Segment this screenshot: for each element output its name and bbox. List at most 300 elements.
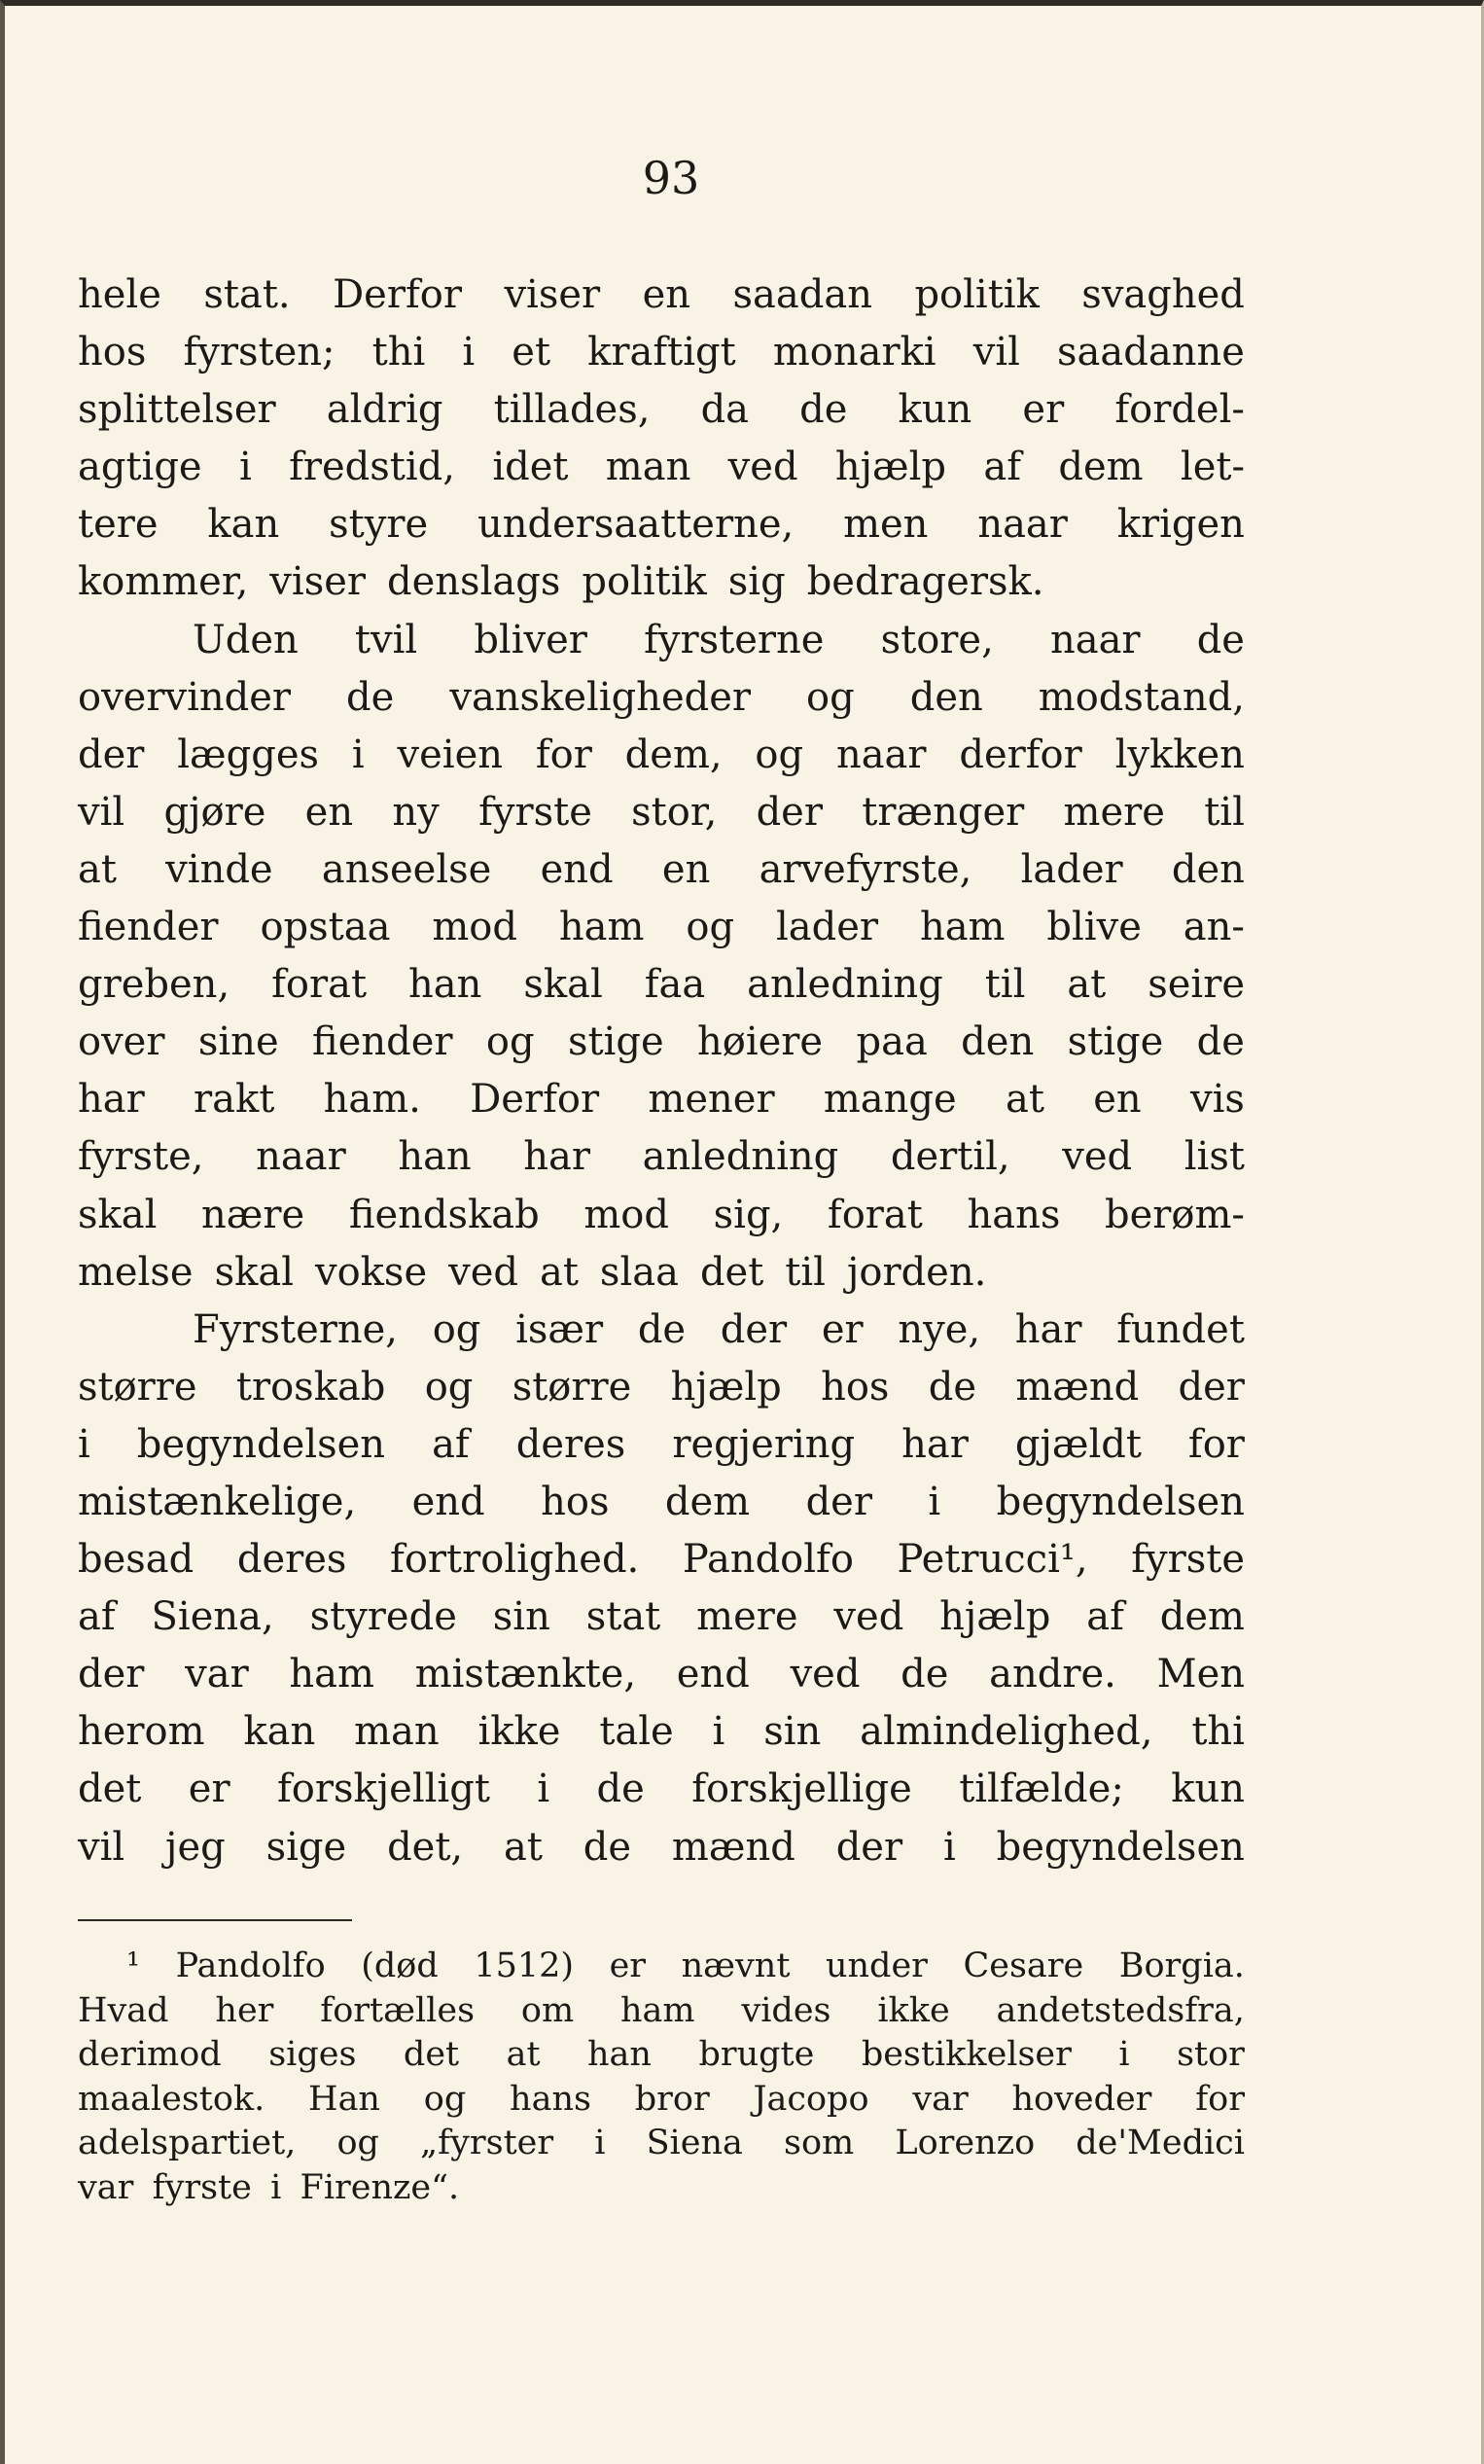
word: tale	[599, 1709, 674, 1755]
word: lader	[775, 905, 879, 950]
word: dem	[1058, 445, 1144, 490]
word: ham	[620, 1990, 695, 2030]
word: i	[928, 1479, 941, 1524]
word: hele	[78, 272, 161, 317]
footnote-line	[78, 2078, 1245, 2123]
word: agtige	[78, 445, 202, 490]
word: anledning	[747, 962, 943, 1008]
footnote-line	[78, 2166, 1245, 2211]
text-line	[78, 1416, 1245, 1474]
word: forat	[827, 1192, 923, 1237]
word: tere	[78, 502, 159, 548]
word: vides	[741, 1990, 831, 2030]
word: slaa	[599, 1249, 679, 1295]
word: vinde	[165, 846, 273, 892]
word: mænd	[1015, 1364, 1140, 1410]
word: sine	[197, 1019, 279, 1065]
body-text	[78, 267, 1245, 1876]
word: derimod	[78, 2035, 222, 2074]
word: monarki	[772, 330, 936, 375]
word: han	[398, 1134, 472, 1180]
word: der	[1178, 1364, 1245, 1410]
word: Firenze“.	[300, 2167, 460, 2207]
word: fordel-	[1114, 387, 1245, 433]
word: politik	[914, 272, 1040, 317]
word: er	[821, 1306, 864, 1352]
text-line	[78, 727, 1245, 784]
word: mod	[583, 1192, 669, 1237]
word: undersaatterne,	[477, 502, 795, 548]
word: stige	[1067, 1019, 1164, 1065]
word: er	[1022, 387, 1065, 433]
word: derfor	[959, 732, 1082, 777]
word: regjering	[672, 1421, 856, 1467]
word: gjældt	[1014, 1421, 1142, 1467]
text-line	[78, 496, 1245, 554]
word: han	[587, 2035, 652, 2074]
word: har	[523, 1134, 591, 1180]
word: og	[424, 1364, 474, 1410]
word: vil	[972, 330, 1020, 375]
word: Borgia.	[1118, 1946, 1245, 1985]
text-line	[78, 324, 1245, 381]
text-line	[78, 784, 1245, 841]
word: forat	[271, 962, 368, 1008]
word: svaghed	[1081, 272, 1245, 317]
word: styre	[329, 502, 429, 548]
word: gjøre	[163, 789, 266, 835]
word: overvinder	[78, 674, 292, 720]
word: det,	[387, 1824, 464, 1870]
word: mod	[432, 905, 517, 950]
word: for	[1187, 1421, 1245, 1467]
text-line	[78, 439, 1245, 496]
word: vis	[1190, 1077, 1245, 1123]
word: arvefyrste,	[759, 846, 972, 892]
word: en	[661, 846, 711, 892]
word: viser	[504, 272, 601, 317]
word: mistænkte,	[414, 1652, 637, 1697]
word: nye,	[898, 1306, 981, 1352]
word: lader	[1020, 846, 1123, 892]
word: hos	[541, 1479, 610, 1524]
word: en	[304, 789, 354, 835]
word: de	[1196, 617, 1245, 662]
word: bror	[634, 2079, 710, 2119]
word: end	[411, 1479, 485, 1524]
word: splittelser	[78, 387, 276, 433]
word: Pandolfo	[682, 1537, 854, 1583]
word: men	[843, 502, 929, 548]
word: thi	[371, 330, 426, 375]
word: i	[537, 1767, 550, 1812]
word: de	[637, 1306, 687, 1352]
word: saadan	[732, 272, 872, 317]
word: vanskeligheder	[449, 674, 752, 720]
word: af	[983, 445, 1022, 490]
word: faa	[644, 962, 706, 1008]
footnote-line	[78, 1945, 1245, 1989]
word: der	[805, 1479, 872, 1524]
word: Men	[1156, 1652, 1245, 1697]
word: man	[354, 1709, 440, 1755]
text-line	[78, 612, 1245, 669]
word: begyndelsen	[136, 1421, 386, 1467]
word: de	[596, 1767, 645, 1812]
word: maalestok.	[78, 2079, 265, 2119]
word: Uden	[193, 617, 299, 662]
word: var	[78, 2167, 134, 2207]
word: opstaa	[260, 905, 391, 950]
word: skal	[214, 1249, 294, 1295]
word: Siena	[646, 2124, 743, 2162]
word: andre.	[989, 1652, 1116, 1697]
word: stor	[1177, 2035, 1245, 2074]
footnote-line	[78, 1989, 1245, 2034]
text-line	[78, 1071, 1245, 1128]
word: naar	[977, 502, 1068, 548]
word: kan	[207, 502, 280, 548]
word: lægges	[177, 732, 320, 777]
word: de	[928, 1364, 977, 1410]
text-line	[78, 1359, 1245, 1416]
word: fyrste,	[78, 1134, 204, 1180]
word: i	[712, 1709, 725, 1755]
word: sin	[763, 1709, 822, 1755]
word: der	[835, 1824, 903, 1870]
word: Pandolfo	[175, 1946, 326, 1985]
word: dem	[1159, 1594, 1245, 1640]
word: kun	[1171, 1767, 1245, 1812]
word: begyndelsen	[996, 1824, 1245, 1870]
word: forskjelligt	[277, 1767, 490, 1812]
word: bedragersk.	[806, 559, 1044, 605]
word: adelspartiet,	[78, 2124, 297, 2162]
text-line	[78, 1646, 1245, 1703]
word: berøm-	[1104, 1192, 1245, 1237]
word: om	[520, 1990, 575, 2030]
word: naar	[1049, 617, 1141, 662]
word: fyrsten;	[183, 330, 336, 375]
footnotes	[78, 1945, 1245, 2210]
word: som	[783, 2124, 855, 2162]
word: ved	[727, 445, 798, 490]
word: andetstedsfra,	[996, 1990, 1245, 2030]
word: sin	[492, 1594, 550, 1640]
word: i	[462, 330, 476, 375]
word: dem,	[624, 732, 723, 777]
word: fiender	[312, 1019, 453, 1065]
word: fredstid,	[289, 445, 455, 490]
word: list	[1184, 1134, 1245, 1180]
word: ved	[448, 1249, 518, 1295]
word: hans	[510, 2079, 591, 2119]
word: større	[78, 1364, 197, 1410]
word: 1512)	[474, 1946, 575, 1985]
word: i	[594, 2124, 606, 2162]
word: naar	[256, 1134, 346, 1180]
text-line	[78, 1589, 1245, 1646]
word: end	[676, 1652, 750, 1697]
word: rakt	[194, 1077, 275, 1123]
word: ved	[790, 1652, 861, 1697]
text-line	[78, 956, 1245, 1014]
word: der	[78, 732, 145, 777]
text-line	[78, 1761, 1245, 1818]
word: i	[351, 732, 365, 777]
word: at	[540, 1249, 579, 1295]
text-line	[78, 669, 1245, 727]
word: nære	[201, 1192, 305, 1237]
word: aldrig	[326, 387, 443, 433]
word: viser	[269, 559, 367, 605]
word: har	[901, 1421, 969, 1467]
word: end	[540, 846, 614, 892]
word: at	[1067, 962, 1107, 1008]
text-line	[78, 841, 1245, 899]
word: ved	[833, 1594, 904, 1640]
footnote-line	[78, 2122, 1245, 2166]
word: vil	[78, 789, 125, 835]
word: i	[1118, 2035, 1130, 2074]
word: fiendskab	[348, 1192, 540, 1237]
word: trænger	[862, 789, 1025, 835]
word: stor,	[631, 789, 718, 835]
word: (død	[361, 1946, 439, 1985]
word: kommer,	[78, 559, 249, 605]
word: der	[78, 1652, 145, 1697]
word: veien	[397, 732, 503, 777]
word: hoveder	[1011, 2079, 1152, 2119]
word: saadanne	[1057, 330, 1245, 375]
word: mener	[648, 1077, 775, 1123]
word: anseelse	[321, 846, 492, 892]
word: til	[1204, 789, 1245, 835]
word: hjælp	[670, 1364, 782, 1410]
word: hans	[967, 1192, 1061, 1237]
page-number: 93	[642, 152, 700, 204]
word: forskjellige	[691, 1767, 912, 1812]
word: da	[700, 387, 750, 433]
word: tilfælde;	[959, 1767, 1124, 1812]
footnote-line	[78, 2033, 1245, 2078]
word: bestikkelser	[861, 2035, 1072, 2074]
text-line	[78, 1128, 1245, 1186]
word: ham.	[323, 1077, 421, 1123]
word: deres	[236, 1537, 347, 1583]
text-line	[78, 1703, 1245, 1761]
word: en	[1093, 1077, 1142, 1123]
word: nævnt	[681, 1946, 791, 1985]
text-line	[78, 1531, 1245, 1589]
word: ¹	[126, 1946, 141, 1985]
word: fyrste	[152, 2167, 252, 2207]
word: og	[686, 905, 735, 950]
word: at	[78, 846, 117, 892]
word: stat.	[203, 272, 291, 317]
text-line	[78, 267, 1245, 324]
word: større	[512, 1364, 632, 1410]
word: et	[512, 330, 551, 375]
text-line	[78, 1302, 1245, 1359]
word: var	[912, 2079, 969, 2119]
word: begyndelsen	[996, 1479, 1245, 1524]
word: og	[432, 1306, 481, 1352]
word: hos	[821, 1364, 890, 1410]
word: store,	[880, 617, 994, 662]
word: det	[78, 1767, 142, 1812]
word: politik	[582, 559, 707, 605]
word: bliver	[474, 617, 587, 662]
word: Hvad	[78, 1990, 169, 2030]
word: jorden.	[846, 1249, 987, 1295]
word: mere	[1063, 789, 1165, 835]
word: er	[188, 1767, 230, 1812]
word: skal	[78, 1192, 158, 1237]
text-line	[78, 1474, 1245, 1531]
word: man	[605, 445, 691, 490]
text-line	[78, 899, 1245, 956]
word: en	[642, 272, 691, 317]
word: sig,	[713, 1192, 784, 1237]
word: er	[609, 1946, 647, 1985]
word: tillades,	[493, 387, 651, 433]
word: modstand,	[1038, 674, 1245, 720]
word: kun	[898, 387, 972, 433]
word: har	[1014, 1306, 1082, 1352]
word: jeg	[165, 1824, 226, 1870]
word: Derfor	[333, 272, 462, 317]
word: var	[185, 1652, 249, 1697]
word: Petrucci¹,	[897, 1537, 1088, 1583]
word: den	[909, 674, 983, 720]
word: den	[961, 1019, 1035, 1065]
word: „fyrster	[420, 2124, 554, 2162]
text-line	[78, 1187, 1245, 1244]
word: idet	[492, 445, 569, 490]
word: vokse	[315, 1249, 428, 1295]
word: fiender	[78, 905, 219, 950]
word: de'Medici	[1076, 2124, 1245, 2162]
word: stige	[567, 1019, 664, 1065]
word: i	[238, 445, 252, 490]
word: siges	[268, 2035, 357, 2074]
word: for	[535, 732, 592, 777]
word: og	[336, 2124, 379, 2162]
word: sig	[727, 559, 786, 605]
word: at	[504, 1824, 543, 1870]
word: der	[756, 789, 823, 835]
word: til	[785, 1249, 826, 1295]
word: Siena,	[151, 1594, 274, 1640]
footnote-separator	[78, 1919, 352, 1921]
word: ikke	[477, 1709, 561, 1755]
word: ny	[392, 789, 440, 835]
word: naar	[835, 732, 927, 777]
word: ham	[558, 905, 645, 950]
word: deres	[515, 1421, 626, 1467]
word: stat	[585, 1594, 661, 1640]
word: Han	[308, 2079, 380, 2119]
word: ved	[1062, 1134, 1133, 1180]
word: hjælp	[834, 445, 947, 490]
word: troskab	[235, 1364, 386, 1410]
word: herom	[78, 1709, 205, 1755]
word: hos	[78, 330, 147, 375]
word: i	[270, 2167, 282, 2207]
word: krigen	[1116, 502, 1245, 548]
word: af	[432, 1421, 470, 1467]
word: og	[485, 1019, 535, 1065]
word: fortrolighed.	[390, 1537, 640, 1583]
word: almindelighed,	[860, 1709, 1153, 1755]
word: det	[699, 1249, 764, 1295]
word: til	[984, 962, 1026, 1008]
word: styrede	[309, 1594, 457, 1640]
word: mange	[823, 1077, 957, 1123]
text-line	[78, 1014, 1245, 1071]
word: Fyrsterne,	[193, 1306, 399, 1352]
word: Lorenzo	[895, 2124, 1036, 2162]
word: de	[346, 674, 395, 720]
word: i	[78, 1421, 90, 1467]
word: og	[755, 732, 804, 777]
word: vil	[78, 1824, 125, 1870]
word: blive	[1046, 905, 1142, 950]
word: mere	[696, 1594, 798, 1640]
word: sige	[265, 1824, 347, 1870]
text-line	[78, 381, 1245, 439]
word: af	[78, 1594, 116, 1640]
word: thi	[1191, 1709, 1245, 1755]
word: fortælles	[320, 1990, 476, 2030]
word: lykken	[1114, 732, 1245, 777]
word: og	[423, 2079, 467, 2119]
word: Cesare	[963, 1946, 1084, 1985]
word: an-	[1183, 905, 1245, 950]
word: paa	[856, 1019, 928, 1065]
text-line	[78, 1244, 1245, 1302]
word: over	[78, 1019, 165, 1065]
word: de	[799, 387, 848, 433]
text-line	[78, 1819, 1245, 1876]
word: de	[901, 1652, 949, 1697]
word: fyrste	[1131, 1537, 1245, 1583]
word: dem	[664, 1479, 751, 1524]
word: brugte	[698, 2035, 815, 2074]
word: Jacopo	[753, 2079, 869, 2119]
word: her	[215, 1990, 274, 2030]
word: denslags	[387, 559, 561, 605]
word: ham	[289, 1652, 374, 1697]
word: anledning	[642, 1134, 839, 1180]
word: tvil	[354, 617, 418, 662]
word: Derfor	[470, 1077, 600, 1123]
word: mistænkelige,	[78, 1479, 357, 1524]
word: besad	[78, 1537, 194, 1583]
word: der	[720, 1306, 788, 1352]
word: under	[825, 1946, 928, 1985]
word: kraftigt	[587, 330, 736, 375]
word: fundet	[1116, 1306, 1245, 1352]
word: kan	[243, 1709, 316, 1755]
word: skal	[523, 962, 603, 1008]
word: høiere	[697, 1019, 824, 1065]
word: det	[403, 2035, 460, 2074]
text-line	[78, 554, 1245, 611]
word: ikke	[877, 1990, 950, 2030]
word: i	[942, 1824, 956, 1870]
